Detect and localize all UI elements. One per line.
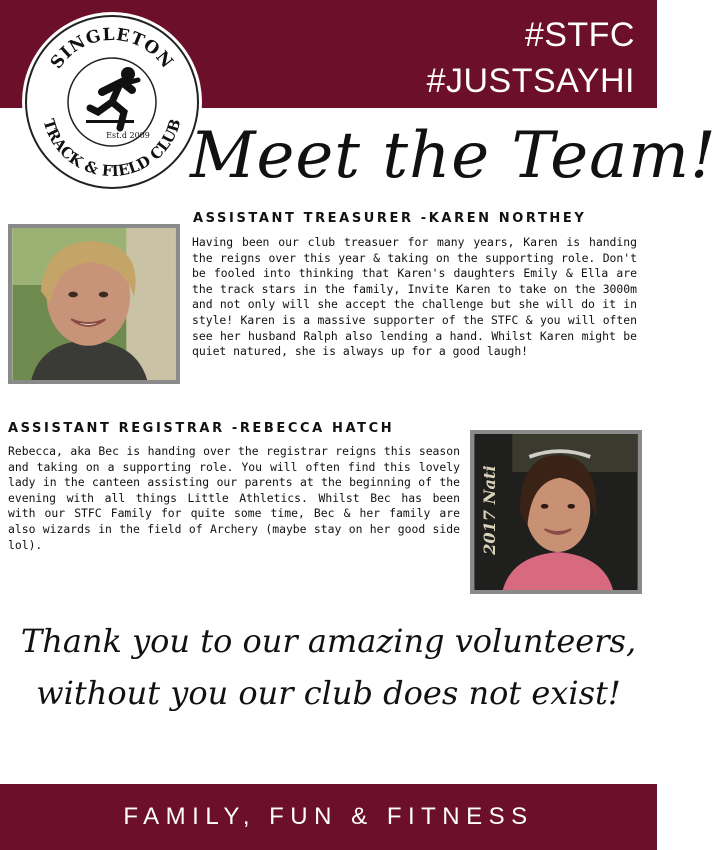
- karen-bio: Having been our club treasuer for many years, Karen is handing the reigns over this year & taking on the supporting role. Don't be fooled into thinking that Karen's daughters Emily & Ella are the track stars in the family, Invite Karen to take on the 3000m and not only will she accept the challenge but she will do it in style! Karen is a massive supporter of the STFC & you will often see her husband Ralph also lending a hand. Whilst Karen might be quiet natured, she is always up for a good laugh!: [192, 235, 637, 359]
- hashtags: [427, 12, 635, 104]
- footer-band: [0, 784, 657, 850]
- logo-name-top: SINGLETON: [46, 24, 178, 73]
- rebecca-photo: [470, 430, 642, 594]
- thank-you-line-2: without you our club does not exist!: [36, 674, 621, 712]
- hashtag-stfc: #STFC: [524, 16, 635, 54]
- footer-tagline: FAMILY, FUN & FITNESS: [123, 803, 534, 830]
- page-title: Meet the Team!: [190, 119, 717, 193]
- hashtag-justsayhi: #JUSTSAYHI: [426, 62, 635, 100]
- karen-heading: ASSISTANT TREASURER -KAREN NORTHEY: [193, 211, 587, 226]
- rebecca-bio: Rebecca, aka Bec is handing over the registrar reigns this season and taking on a supporting role. You will often find this lovely lady in the canteen assisting our parents at the beginning of the evening with all things Little Athletics. Whilst Bec has been with our STFC Family for quite some time, Bec & her family are also wizards in the field of Archery (maybe stay on her good side lol).: [8, 444, 460, 552]
- rebecca-photo-banner: 2017 Nati: [480, 465, 500, 555]
- thank-you-message: [0, 615, 657, 719]
- rebecca-heading: ASSISTANT REGISTRAR -REBECCA HATCH: [8, 421, 395, 436]
- logo-name-bottom: TRACK & FIELD CLUB: [39, 116, 185, 181]
- karen-photo: [8, 224, 180, 384]
- club-logo: [20, 10, 204, 194]
- thank-you-line-1: Thank you to our amazing volunteers,: [20, 622, 637, 660]
- logo-established: Est.d 2009: [106, 131, 150, 140]
